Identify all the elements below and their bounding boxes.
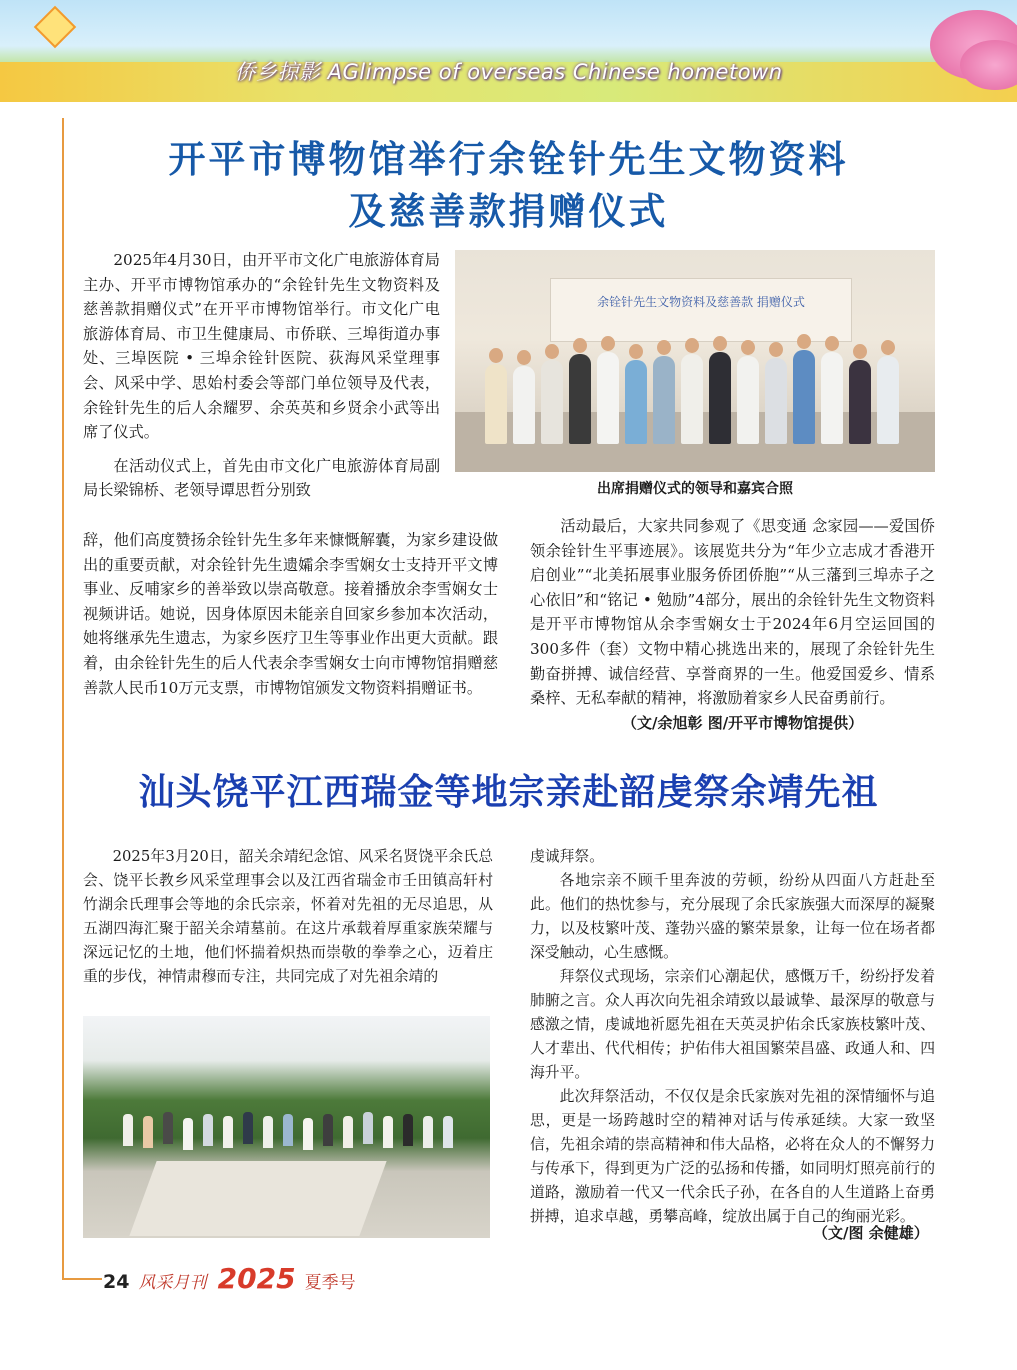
- photo-caption: 出席捐赠仪式的领导和嘉宾合照: [597, 481, 793, 497]
- person-figure: [343, 1116, 353, 1148]
- page-footer: [103, 1262, 356, 1295]
- article1-paragraph: 辞，他们高度赞扬余铨针先生多年来慷慨解囊，为家乡建设做出的重要贡献，对余铨针先生遗孀余李雪娴女士支持开平文博事业、反哺家乡的善举致以崇高敬意。接着播放余李雪娴女士视频讲话。她说，因身体原因未能亲自回家乡参加本次活动，她将继承先生遗志，为家乡医疗卫生等事业作出更大贡献。跟着，由余铨针先生的后人代表余李雪娴女士向市博物馆捐赠慈善款人民币10万元支票，市博物馆颁发文物资料捐赠证书。: [83, 531, 498, 697]
- header-title: [0, 56, 1017, 86]
- article1-col-left-bottom: [83, 528, 498, 700]
- margin-rule-foot: [62, 1278, 102, 1280]
- article1-col-left-top: [83, 248, 440, 503]
- header-title-cn: 侨乡掠影: [234, 60, 321, 84]
- margin-rule: [62, 118, 64, 1278]
- article1-credit: （文/余旭彰 图/开平市博物馆提供）: [622, 714, 864, 732]
- issue-season: 夏季号: [304, 1273, 356, 1293]
- person-figure: [765, 358, 787, 444]
- article2-paragraph: 拜祭仪式现场，宗亲们心潮起伏，感慨万千，纷纷抒发着肺腑之言。众人再次向先祖余靖致以最诚挚、最深厚的敬意与感激之情，虔诚地祈愿先祖在天英灵护佑余氏家族枝繁叶茂、人才辈出、代代相传；护佑伟大祖国繁荣昌盛、政通人和、四海升平。: [530, 968, 935, 1081]
- person-figure: [541, 360, 563, 444]
- person-figure: [443, 1116, 453, 1148]
- article2-credit: （文/图 余健雄）: [813, 1224, 929, 1242]
- person-figure: [323, 1114, 333, 1146]
- person-figure: [143, 1116, 153, 1148]
- person-figure: [223, 1116, 233, 1148]
- article1-paragraph: 在活动仪式上，首先由市文化广电旅游体育局副局长梁锦桥、老领导谭思哲分别致: [83, 456, 440, 500]
- person-figure: [243, 1112, 253, 1144]
- article2-paragraph: 2025年3月20日，韶关余靖纪念馆、风采名贤饶平余氏总会、饶平长教乡风采堂理事会以及江西省瑞金市壬田镇高轩村竹湖余氏理事会等地的余氏宗亲，怀着对先祖的无尽追思，从五湖四海汇聚于韶关余靖墓前。在这片承载着厚重家族荣耀与深远记忆的土地，他们怀揣着炽热而崇敬的拳拳之心，迈着庄重的步伐，神情肃穆而专注，共同完成了对先祖余靖的: [83, 848, 493, 985]
- person-figure: [383, 1116, 393, 1148]
- person-figure: [363, 1112, 373, 1144]
- article1-paragraph: 活动最后，大家共同参观了《思变通 念家园——爱国侨领余铨针生平事迹展》。该展览共分为“年少立志成才香港开启创业”“北美拓展事业服务侨团侨胞”“从三藩到三埠赤子之心依旧”和“铭记 • 勉励”4部分，展出的余铨针先生文物资料是开平市博物馆从余李雪娴女士于2024年6月空运回国的300多件（套）文物中精心挑选出来的，展现了余铨针先生勤奋拼搏、诚信经营、享誉商界的一生。他爱国爱乡、情系桑梓、无私奉献的精神，将激励着家乡人民奋勇前行。: [530, 517, 935, 708]
- person-figure: [709, 352, 731, 444]
- ceremony-backdrop: [550, 278, 852, 342]
- person-figure: [653, 356, 675, 444]
- person-figure: [821, 352, 843, 444]
- magazine-name: 风采月刊: [138, 1273, 207, 1293]
- person-figure: [163, 1112, 173, 1144]
- person-figure: [513, 366, 535, 444]
- ceremony-backdrop-text: 余铨针先生文物资料及慈善款 捐赠仪式: [597, 295, 805, 309]
- article1-headline: [0, 134, 1017, 238]
- person-figure: [303, 1118, 313, 1150]
- article1-headline-line2: 及慈善款捐赠仪式: [348, 190, 669, 233]
- person-figure: [283, 1114, 293, 1146]
- page-number: 24: [103, 1271, 130, 1293]
- issue-year: 2025: [217, 1262, 296, 1295]
- person-figure: [877, 356, 899, 444]
- ceremony-photo: [83, 1016, 490, 1238]
- article1-col-right: [530, 514, 935, 711]
- tomb-platform: [129, 1161, 386, 1236]
- person-figure: [123, 1114, 133, 1146]
- person-figure: [485, 364, 507, 444]
- kite-icon: [34, 6, 76, 48]
- person-figure: [793, 350, 815, 444]
- article2-col-left: [83, 845, 493, 989]
- article2-col-right: [530, 845, 935, 1229]
- header-title-en: AGlimpse of overseas Chinese hometown: [327, 60, 783, 84]
- person-figure: [625, 360, 647, 444]
- person-figure: [423, 1116, 433, 1148]
- person-figure: [737, 356, 759, 444]
- person-figure: [183, 1118, 193, 1150]
- article2-paragraph: 此次拜祭活动，不仅仅是余氏家族对先祖的深情缅怀与追思，更是一场跨越时空的精神对话与传承延续。大家一致坚信，先祖余靖的崇高精神和伟大品格，必将在众人的不懈努力与传承下，得到更为广泛的弘扬和传播，如同明灯照亮前行的道路，激励着一代又一代余氏子孙，在各自的人生道路上奋勇拼搏，追求卓越，勇攀高峰，绽放出属于自己的绚丽光彩。: [530, 1088, 935, 1225]
- person-figure: [597, 352, 619, 444]
- person-figure: [403, 1114, 413, 1146]
- person-figure: [681, 354, 703, 444]
- article2-paragraph: 虔诚拜祭。: [530, 848, 604, 865]
- person-figure: [569, 354, 591, 444]
- person-figure: [849, 360, 871, 444]
- article2-paragraph: 各地宗亲不顾千里奔波的劳顿，纷纷从四面八方赶赴至此。他们的热忱参与，充分展现了余氏家族强大而深厚的凝聚力，以及枝繁叶茂、蓬勃兴盛的繁荣景象，让每一位在场者都深受触动，心生感慨。: [530, 872, 935, 961]
- group-photo: [455, 250, 935, 472]
- article1-paragraph: 2025年4月30日，由开平市文化广电旅游体育局主办、开平市博物馆承办的“余铨针先生文物资料及慈善款捐赠仪式”在开平市博物馆举行。市文化广电旅游体育局、市卫生健康局、市侨联、三埠街道办事处、三埠医院 • 三埠余铨针医院、荻海风采堂理事会、风采中学、思始村委会等部门单位领导及代表，余铨针先生的后人余耀罗、余英英和乡贤余小武等出席了仪式。: [83, 251, 440, 442]
- article1-headline-line1: 开平市博物馆举行余铨针先生文物资料: [168, 138, 849, 181]
- person-figure: [263, 1116, 273, 1148]
- person-figure: [203, 1114, 213, 1146]
- header-banner: [0, 0, 1017, 102]
- article2-headline: 汕头饶平江西瑞金等地宗亲赴韶虔祭余靖先祖: [138, 772, 879, 813]
